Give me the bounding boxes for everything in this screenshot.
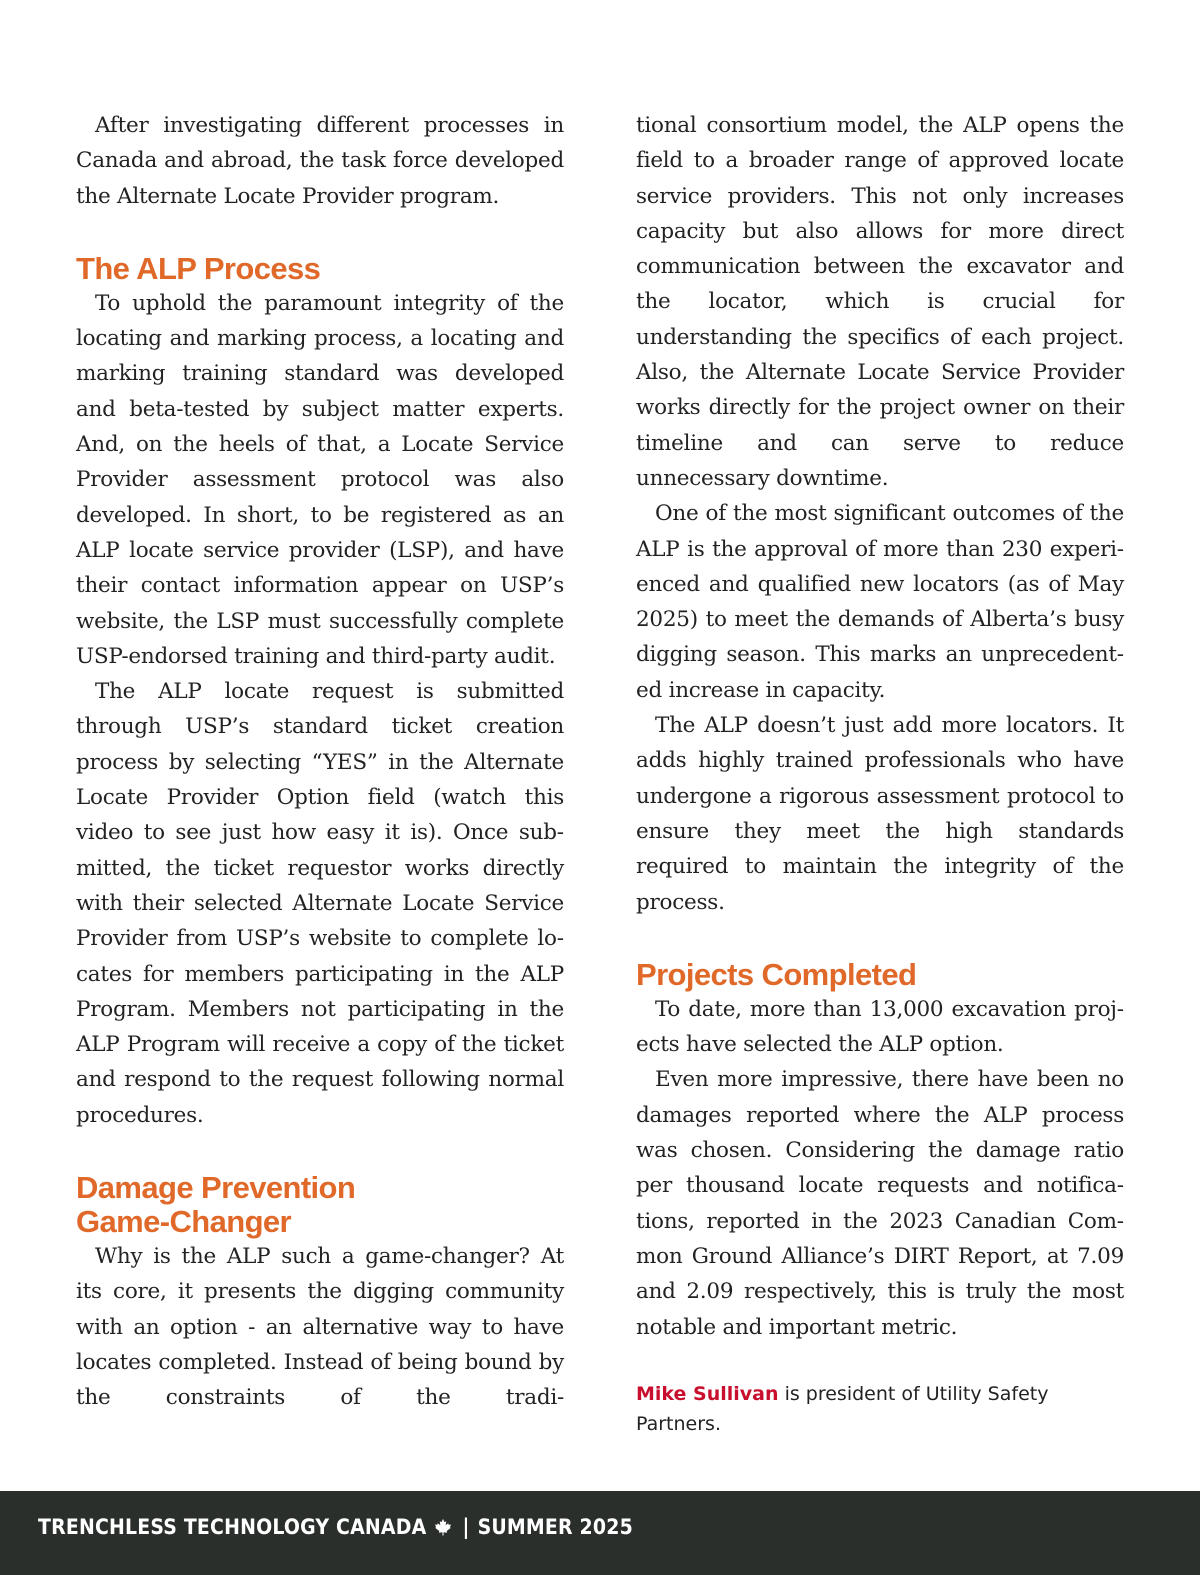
- page-footer: [0, 1491, 1200, 1575]
- alp-process-paragraph-2: The ALP locate request is submitted through USP’s standard ticket creation process by selecting “YES” in the Alternate Locate Provider Option field (watch this video to see just how easy it is). Once submitted, the ticket requestor works directly with their selected Alternate Locate Service Provider from USP’s website to complete locates for members participating in the ALP Program. Members not participating in the ALP Program will receive a copy of the ticket and respond to the request following normal procedures.: [76, 679, 564, 1128]
- footer-separator: |: [462, 1515, 470, 1539]
- author-name: Mike Sullivan: [636, 1382, 779, 1405]
- damage-prevention-paragraph: Why is the ALP such a game-changer? At its core, it presents the digging community with an option - an alternative way to have locates completed. Instead of being bound by the constraints of the tradi-: [76, 1244, 564, 1411]
- heading-damage-line-1: Damage Prevention: [76, 1170, 356, 1206]
- trained-professionals-paragraph: The ALP doesn’t just add more locators. It adds highly trained professionals who have undergone a rigorous assessment protocol to ensure they meet the high standards required to maintain the integrity of the process.: [636, 713, 1124, 915]
- publication-name: TRENCHLESS TECHNOLOGY CANADA: [38, 1515, 427, 1539]
- author-bio: is president of Utility Safety Partners.: [636, 1382, 1049, 1435]
- maple-leaf-icon: [434, 1518, 452, 1536]
- author-credit: [636, 1379, 1124, 1439]
- outcomes-paragraph: One of the most significant outcomes of the ALP is the approval of more than 230 experienced and qualified new locators (as of May 2025) to meet the demands of Alberta’s busy digging season. This marks an unprecedented increase in capacity.: [636, 501, 1124, 703]
- footer-text: [38, 1515, 633, 1539]
- continued-paragraph: tional consortium model, the ALP opens the field to a broader range of approved locate service providers. This not only increases capacity but also allows for more direct communication between the excavator and the locator, which is crucial for understanding the specifics of each project. Also, the Alternate Locate Service Provider works directly for the project owner on their timeline and can serve to reduce unnecessary downtime.: [636, 113, 1124, 491]
- right-column: [636, 108, 1124, 1439]
- heading-alp-process: The ALP Process: [76, 250, 321, 286]
- heading-damage-line-2: Game-Changer: [76, 1204, 292, 1240]
- alp-process-paragraph-1: To uphold the paramount integrity of the locating and marking process, a locating and marking training standard was developed and beta-tested by subject matter experts. And, on the heels of that, a Locate Service Provider assessment protocol was also developed. In short, to be registered as an ALP locate service provider (LSP), and have their contact information appear on USP’s website, the LSP must successfully complete USP-endorsed training and third-party audit.: [76, 290, 564, 669]
- left-column: [76, 108, 564, 1416]
- intro-paragraph: After investigating different processes in Canada and abroad, the task force developed the Alternate Locate Provider program.: [76, 113, 564, 209]
- projects-paragraph-2: Even more impressive, there have been no damages reported where the ALP process was chosen. Considering the damage ratio per thousand locate requests and notifications, reported in the 2023 Canadian Common Ground Alliance’s DIRT Report, at 7.09 and 2.09 respectively, this is truly the most notable and important metric.: [636, 1067, 1124, 1340]
- projects-paragraph-1: To date, more than 13,000 excavation projects have selected the ALP option.: [636, 996, 1124, 1058]
- heading-damage-prevention: [76, 1171, 564, 1239]
- heading-projects-completed: Projects Completed: [636, 956, 917, 992]
- issue-label: SUMMER 2025: [477, 1515, 633, 1539]
